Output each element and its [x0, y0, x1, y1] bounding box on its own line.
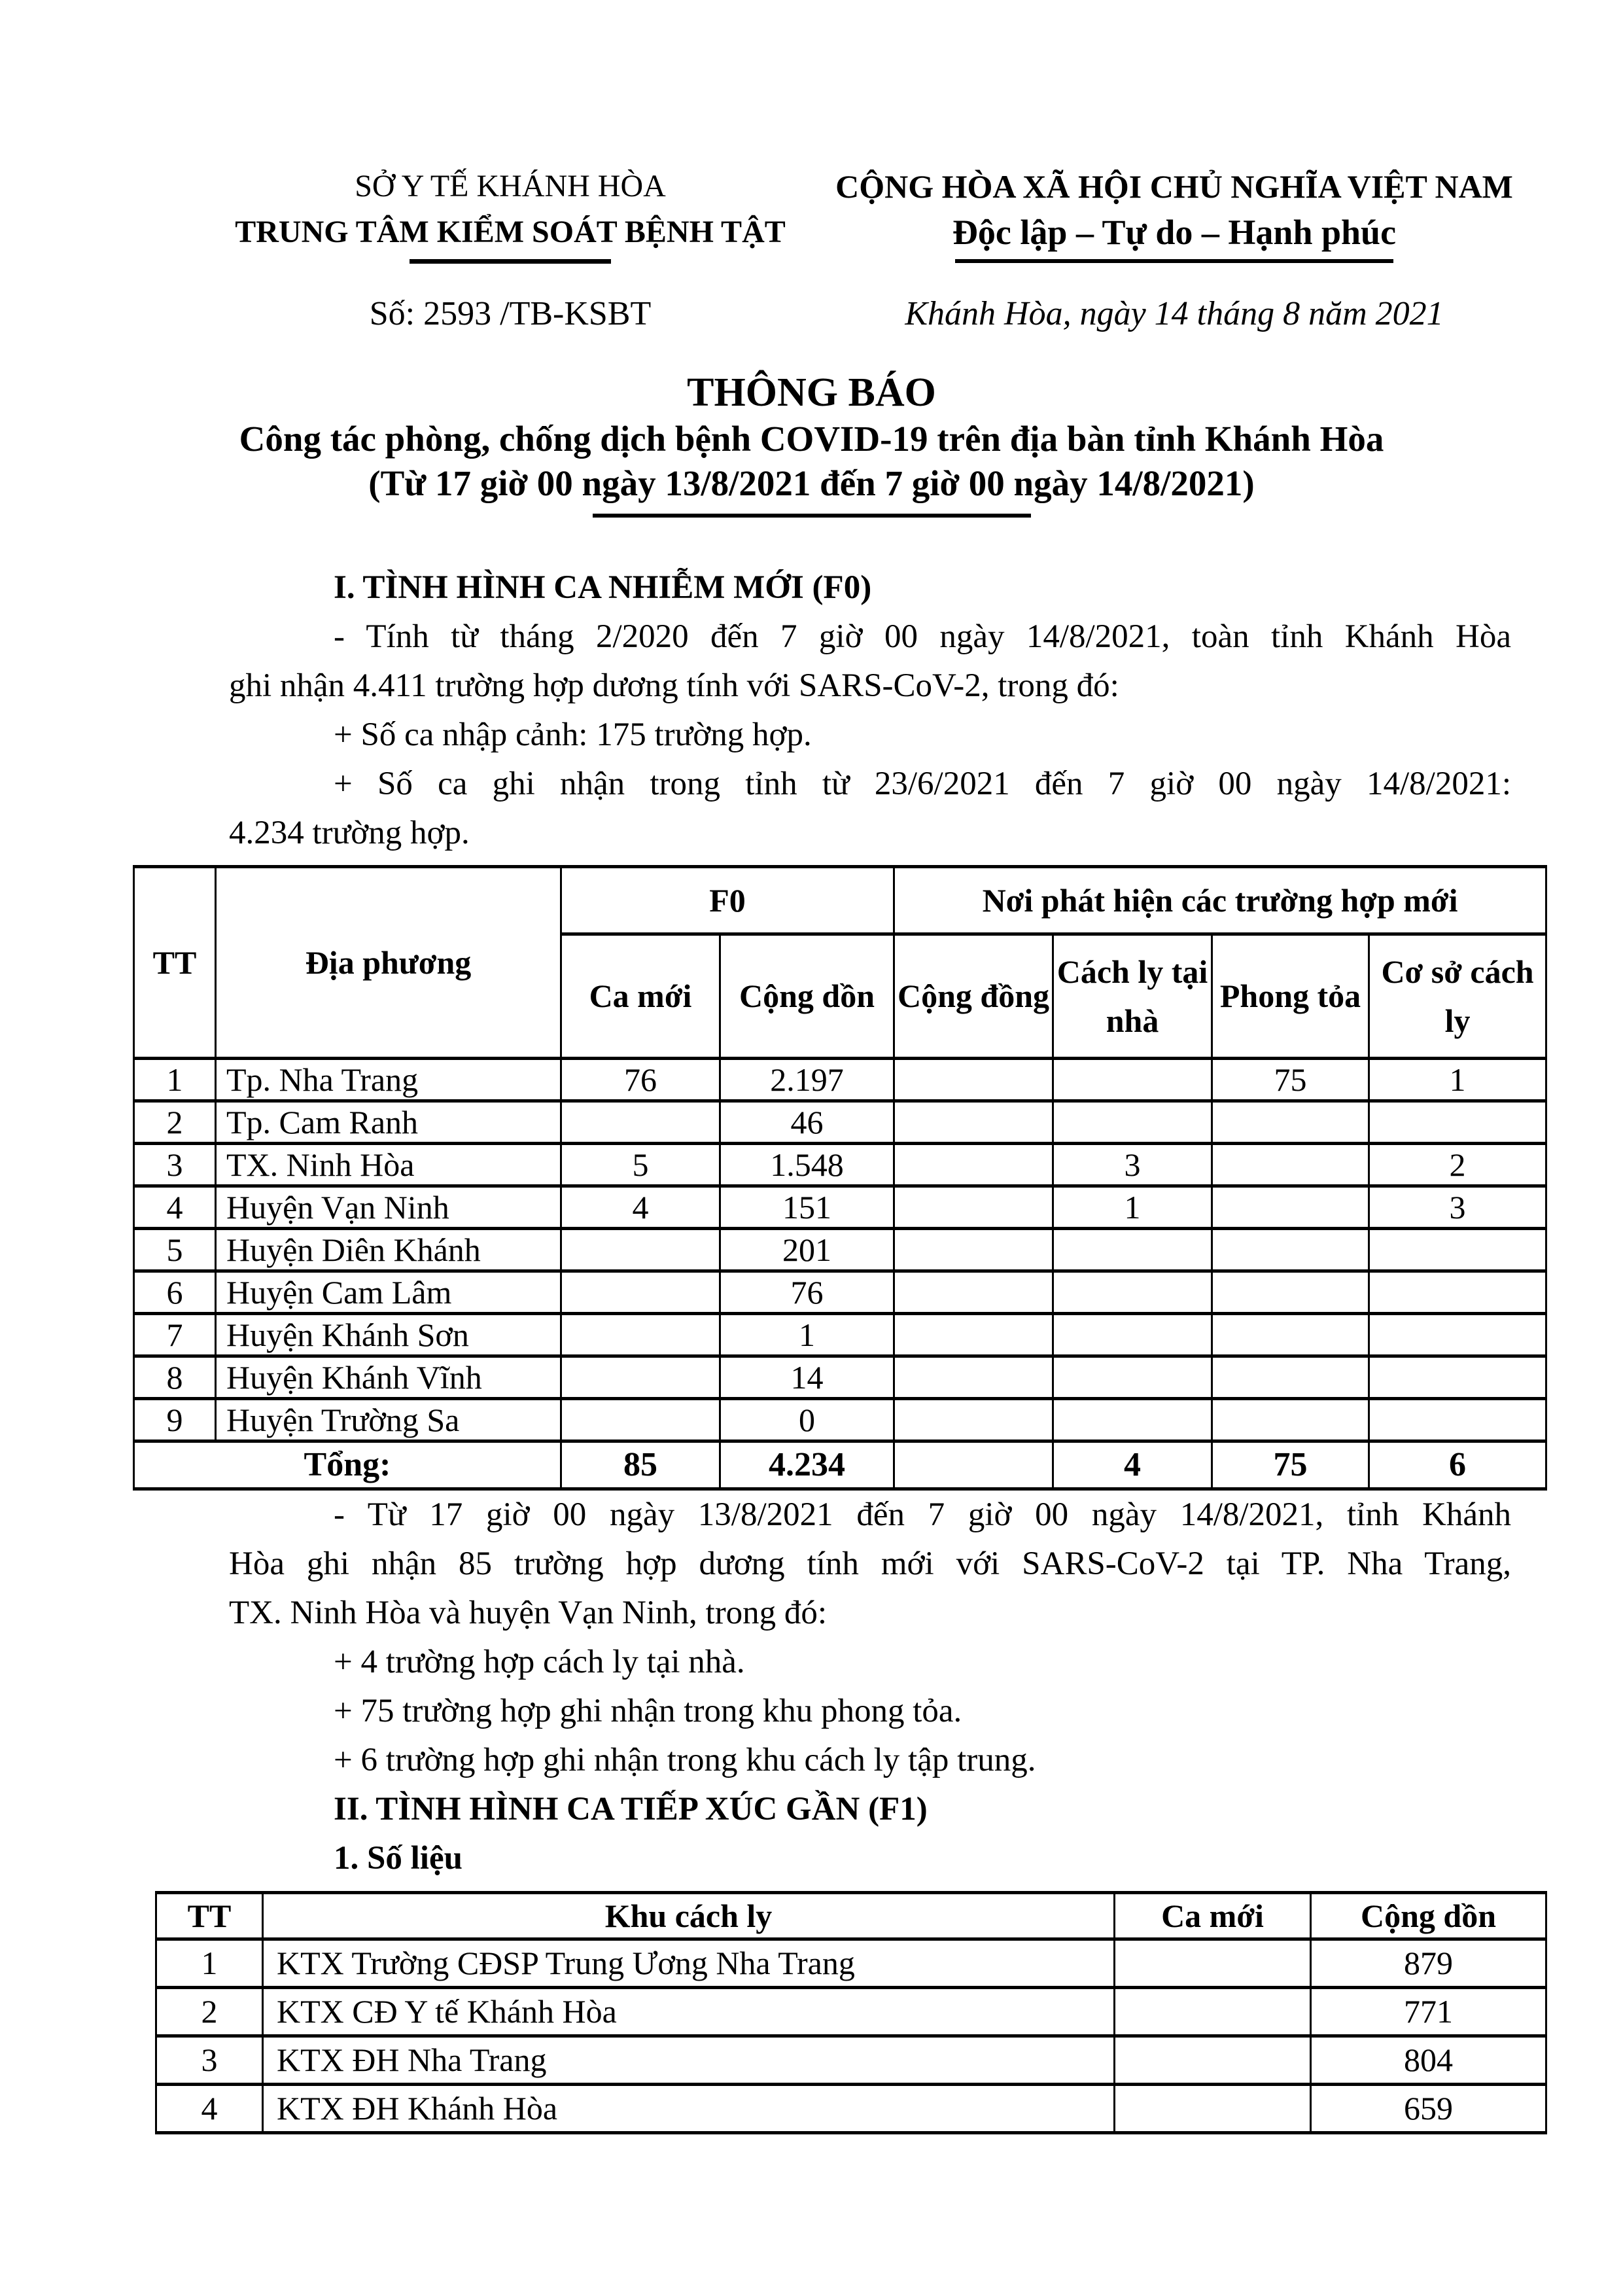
- cell-khu-cach-ly: KTX ĐH Khánh Hòa: [263, 2085, 1115, 2133]
- cell-cach-ly-tai-nha: 3: [1053, 1144, 1212, 1186]
- col-header-ca-moi: Ca mới: [561, 934, 720, 1059]
- cell-cong-dong: [894, 1229, 1053, 1271]
- cell-cong-dong: [894, 1144, 1053, 1186]
- cell-cong-dong: [894, 1314, 1053, 1356]
- paragraph-line: + 4 trường hợp cách ly tại nhà.: [334, 1644, 745, 1680]
- national-motto: Độc lập – Tự do – Hạnh phúc: [952, 213, 1397, 252]
- f1-header-row: [156, 1893, 1546, 1939]
- cell-ca-moi: [561, 1314, 720, 1356]
- cell-ca-moi: [561, 1271, 720, 1314]
- cell-tt: 5: [134, 1229, 216, 1271]
- col-header-cach-ly-tai-nha: Cách ly tại nhà: [1053, 934, 1212, 1059]
- doc-date-range: (Từ 17 giờ 00 ngày 13/8/2021 đến 7 giờ 00 ngày 14/8/2021): [368, 463, 1255, 503]
- national-header-block: [814, 164, 1534, 263]
- cell-cong-dong: [894, 1399, 1053, 1441]
- cell-dia-phuong: Huyện Vạn Ninh: [216, 1186, 561, 1229]
- doc-title-block: [0, 368, 1623, 518]
- paragraph-line: + Số ca nhập cảnh: 175 trường hợp.: [334, 716, 812, 753]
- table-row: [134, 1186, 1546, 1229]
- cell-co-so-cach-ly: [1369, 1101, 1546, 1144]
- cell-cong-don: 1.548: [720, 1144, 894, 1186]
- total-label: Tổng:: [134, 1441, 561, 1489]
- cell-cong-dong: [894, 1271, 1053, 1314]
- table-row: [134, 1144, 1546, 1186]
- org-underline: [410, 259, 611, 264]
- cell-cach-ly-tai-nha: [1053, 1059, 1212, 1101]
- table-row: [134, 1399, 1546, 1441]
- cell-dia-phuong: Tp. Nha Trang: [216, 1059, 561, 1101]
- doc-number: Số: 2593 /TB-KSBT: [369, 295, 652, 332]
- paragraph-line: + Số ca ghi nhận trong tỉnh từ 23/6/2021 đến 7 giờ 00 ngày 14/8/2021:: [334, 766, 1511, 802]
- section-2-heading: II. TÌNH HÌNH CA TIẾP XÚC GẦN (F1): [334, 1791, 928, 1828]
- cell-cong-don: 804: [1311, 2036, 1546, 2085]
- cell-phong-toa: [1212, 1271, 1369, 1314]
- cell-tt: 9: [134, 1399, 216, 1441]
- cell-co-so-cach-ly: 3: [1369, 1186, 1546, 1229]
- paragraph-line: 4.234 trường hợp.: [229, 815, 470, 851]
- section-1-continued: [229, 1491, 1511, 1883]
- subsection-heading: 1. Số liệu: [334, 1840, 462, 1877]
- cell-tt: 1: [156, 1939, 263, 1988]
- paragraph-line: TX. Ninh Hòa và huyện Vạn Ninh, trong đó:: [229, 1595, 828, 1631]
- col-header-cong-dong: Cộng đồng: [894, 934, 1053, 1059]
- cell-co-so-cach-ly: [1369, 1314, 1546, 1356]
- cell-ca-moi: [561, 1101, 720, 1144]
- doc-subtitle: Công tác phòng, chống dịch bệnh COVID-19 trên địa bàn tỉnh Khánh Hòa: [239, 419, 1384, 459]
- table-row: [134, 1229, 1546, 1271]
- col-group-noi-phat-hien: Nơi phát hiện các trường hợp mới: [894, 867, 1546, 934]
- total-co-so-cach-ly: 6: [1369, 1441, 1546, 1489]
- cell-phong-toa: [1212, 1314, 1369, 1356]
- cell-dia-phuong: TX. Ninh Hòa: [216, 1144, 561, 1186]
- cell-cong-dong: [894, 1101, 1053, 1144]
- cell-cach-ly-tai-nha: [1053, 1314, 1212, 1356]
- cell-phong-toa: [1212, 1356, 1369, 1399]
- issuing-org-block: [131, 164, 890, 264]
- cell-cong-don: 46: [720, 1101, 894, 1144]
- cell-ca-moi: [1115, 2085, 1311, 2133]
- cell-co-so-cach-ly: 2: [1369, 1144, 1546, 1186]
- cell-phong-toa: [1212, 1186, 1369, 1229]
- cell-tt: 2: [156, 1988, 263, 2036]
- col-header-tt: TT: [134, 867, 216, 1059]
- table-row: [156, 2036, 1546, 2085]
- paragraph-line: + 6 trường hợp ghi nhận trong khu cách ly tập trung.: [334, 1742, 1036, 1778]
- cell-tt: 7: [134, 1314, 216, 1356]
- table-row: [134, 1101, 1546, 1144]
- cell-dia-phuong: Tp. Cam Ranh: [216, 1101, 561, 1144]
- paragraph-line: - Từ 17 giờ 00 ngày 13/8/2021 đến 7 giờ 00 ngày 14/8/2021, tỉnh Khánh: [334, 1496, 1511, 1533]
- cell-phong-toa: [1212, 1229, 1369, 1271]
- cell-ca-moi: 76: [561, 1059, 720, 1101]
- paragraph-line: - Tính từ tháng 2/2020 đến 7 giờ 00 ngày 14/8/2021, toàn tỉnh Khánh Hòa: [334, 618, 1511, 655]
- cell-khu-cach-ly: KTX CĐ Y tế Khánh Hòa: [263, 1988, 1115, 2036]
- cell-cong-don: 771: [1311, 1988, 1546, 2036]
- col-header-ca-moi: Ca mới: [1115, 1893, 1311, 1939]
- cell-co-so-cach-ly: [1369, 1356, 1546, 1399]
- cell-tt: 6: [134, 1271, 216, 1314]
- cell-cong-don: 879: [1311, 1939, 1546, 1988]
- f0-table: [133, 865, 1547, 1491]
- cell-dia-phuong: Huyện Cam Lâm: [216, 1271, 561, 1314]
- cell-co-so-cach-ly: 1: [1369, 1059, 1546, 1101]
- place-and-date: Khánh Hòa, ngày 14 tháng 8 năm 2021: [905, 295, 1444, 332]
- cell-phong-toa: [1212, 1144, 1369, 1186]
- org-parent-name: SỞ Y TẾ KHÁNH HÒA: [355, 169, 666, 203]
- cell-ca-moi: [561, 1229, 720, 1271]
- cell-cach-ly-tai-nha: [1053, 1271, 1212, 1314]
- section-1-heading: I. TÌNH HÌNH CA NHIỄM MỚI (F0): [334, 569, 872, 606]
- cell-co-so-cach-ly: [1369, 1399, 1546, 1441]
- col-header-phong-toa: Phong tỏa: [1212, 934, 1369, 1059]
- cell-dia-phuong: Huyện Khánh Vĩnh: [216, 1356, 561, 1399]
- col-header-tt: TT: [156, 1893, 263, 1939]
- cell-cong-don: 1: [720, 1314, 894, 1356]
- section-1: [229, 563, 1511, 858]
- total-cong-don: 4.234: [720, 1441, 894, 1489]
- cell-khu-cach-ly: KTX Trường CĐSP Trung Ương Nha Trang: [263, 1939, 1115, 1988]
- col-header-cong-don: Cộng dồn: [720, 934, 894, 1059]
- table-row: [156, 1988, 1546, 2036]
- col-header-khu-cach-ly: Khu cách ly: [263, 1893, 1115, 1939]
- cell-cong-dong: [894, 1186, 1053, 1229]
- cell-ca-moi: [1115, 2036, 1311, 2085]
- col-header-co-so-cach-ly: Cơ sở cách ly: [1369, 934, 1546, 1059]
- cell-cong-don: 76: [720, 1271, 894, 1314]
- cell-tt: 3: [134, 1144, 216, 1186]
- total-cong-dong: [894, 1441, 1053, 1489]
- cell-cach-ly-tai-nha: [1053, 1356, 1212, 1399]
- paragraph-line: ghi nhận 4.411 trường hợp dương tính với SARS-CoV-2, trong đó:: [229, 667, 1119, 704]
- table-row: [156, 1939, 1546, 1988]
- cell-cach-ly-tai-nha: [1053, 1229, 1212, 1271]
- motto-underline: [955, 259, 1393, 263]
- cell-co-so-cach-ly: [1369, 1271, 1546, 1314]
- col-header-dia-phuong: Địa phương: [216, 867, 561, 1059]
- cell-cong-don: 201: [720, 1229, 894, 1271]
- total-ca-moi: 85: [561, 1441, 720, 1489]
- cell-ca-moi: [1115, 1939, 1311, 1988]
- cell-co-so-cach-ly: [1369, 1229, 1546, 1271]
- table-row: [134, 1271, 1546, 1314]
- table-row: [134, 1356, 1546, 1399]
- col-group-f0: F0: [561, 867, 894, 934]
- cell-cong-don: 151: [720, 1186, 894, 1229]
- org-name: TRUNG TÂM KIỂM SOÁT BỆNH TẬT: [235, 215, 786, 249]
- cell-cach-ly-tai-nha: 1: [1053, 1186, 1212, 1229]
- cell-phong-toa: 75: [1212, 1059, 1369, 1101]
- cell-cong-don: 14: [720, 1356, 894, 1399]
- cell-tt: 1: [134, 1059, 216, 1101]
- table-row: [134, 1314, 1546, 1356]
- table-row: [156, 2085, 1546, 2133]
- cell-ca-moi: [561, 1399, 720, 1441]
- cell-ca-moi: 4: [561, 1186, 720, 1229]
- cell-ca-moi: 5: [561, 1144, 720, 1186]
- cell-cong-don: 2.197: [720, 1059, 894, 1101]
- cell-khu-cach-ly: KTX ĐH Nha Trang: [263, 2036, 1115, 2085]
- national-title: CỘNG HÒA XÃ HỘI CHỦ NGHĨA VIỆT NAM: [835, 168, 1513, 205]
- cell-tt: 2: [134, 1101, 216, 1144]
- cell-tt: 4: [156, 2085, 263, 2133]
- f1-table: [155, 1891, 1547, 2134]
- total-phong-toa: 75: [1212, 1441, 1369, 1489]
- table-row: [134, 1059, 1546, 1101]
- doc-title: THÔNG BÁO: [687, 370, 936, 415]
- title-underline: [593, 514, 1031, 518]
- cell-phong-toa: [1212, 1101, 1369, 1144]
- paragraph-line: Hòa ghi nhận 85 trường hợp dương tính mới với SARS-CoV-2 tại TP. Nha Trang,: [229, 1545, 1511, 1582]
- cell-phong-toa: [1212, 1399, 1369, 1441]
- col-header-cong-don: Cộng dồn: [1311, 1893, 1546, 1939]
- cell-ca-moi: [1115, 1988, 1311, 2036]
- paragraph-line: + 75 trường hợp ghi nhận trong khu phong tỏa.: [334, 1693, 962, 1729]
- cell-dia-phuong: Huyện Trường Sa: [216, 1399, 561, 1441]
- cell-cong-don: 659: [1311, 2085, 1546, 2133]
- f0-header-row-1: [134, 867, 1546, 934]
- total-row: [134, 1441, 1546, 1489]
- cell-tt: 8: [134, 1356, 216, 1399]
- cell-ca-moi: [561, 1356, 720, 1399]
- cell-dia-phuong: Huyện Khánh Sơn: [216, 1314, 561, 1356]
- cell-cong-don: 0: [720, 1399, 894, 1441]
- cell-tt: 3: [156, 2036, 263, 2085]
- cell-cong-dong: [894, 1059, 1053, 1101]
- cell-dia-phuong: Huyện Diên Khánh: [216, 1229, 561, 1271]
- cell-cach-ly-tai-nha: [1053, 1399, 1212, 1441]
- cell-cong-dong: [894, 1356, 1053, 1399]
- total-cach-ly-tai-nha: 4: [1053, 1441, 1212, 1489]
- cell-cach-ly-tai-nha: [1053, 1101, 1212, 1144]
- cell-tt: 4: [134, 1186, 216, 1229]
